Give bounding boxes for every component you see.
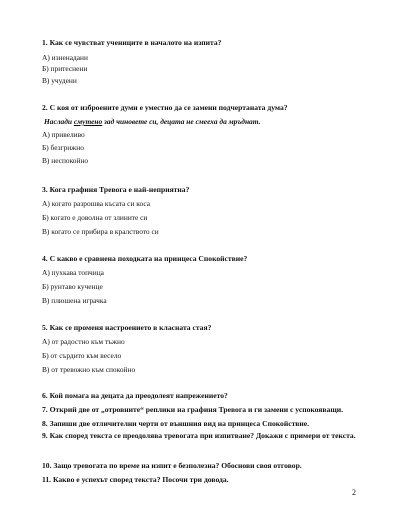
question-3-option-b: Б) когато е доволна от злините си: [42, 213, 148, 222]
question-7: 7. Открий две от „отровните“ реплики на графиня Тревога и ги замени с успокояващи.: [42, 405, 344, 414]
question-4: 4. С какво е сравнена походката на принцеса Спокойствие?: [42, 254, 248, 263]
question-5-option-b: Б) от сърдито към весело: [42, 351, 122, 360]
question-4-option-c: В) плюшена играчка: [42, 296, 107, 305]
question-2-option-a: А) привеливо: [42, 130, 85, 139]
question-4-option-b: Б) рунтаво кученце: [42, 282, 103, 291]
question-11: 11. Какво е успехът според текста? Посочи три довода.: [42, 475, 229, 484]
question-9: 9. Как според текста се преодолява тревогата при изпитване? Докажи с примери от текста.: [42, 431, 356, 440]
question-4-option-a: А) пухкава топчица: [42, 268, 104, 277]
page-number: 2: [352, 488, 356, 497]
question-1-option-a: А) изненадани: [42, 53, 88, 62]
question-3: 3. Кога графиня Тревога е най-неприятна?: [42, 185, 190, 194]
question-3-option-a: А) когато разрошва късата си коса: [42, 199, 150, 208]
question-1: 1. Как се чувстват учениците в началото на изпита?: [42, 38, 222, 47]
question-5-option-a: А) от радостно към тъжно: [42, 337, 125, 346]
question-10: 10. Защо тревогата по време на изпит е безполезна? Обоснови своя отговор.: [42, 461, 302, 470]
question-2: 2. С коя от изброените думи е уместно да се замени подчертаната дума?: [42, 103, 288, 112]
question-1-option-c: В) учудени: [42, 76, 77, 85]
question-5: 5. Как се променя настроението в класната стая?: [42, 323, 212, 332]
question-2-option-c: В) неспокойно: [42, 156, 89, 165]
underlined-word: смутено: [73, 117, 103, 126]
sentence-after: зад чиновете си, децата не смееха да мръднат.: [102, 117, 261, 126]
question-8: 8. Запиши две отличителни черти от външния вид на принцеса Спокойствие.: [42, 419, 310, 428]
sentence-before: Наслади: [44, 117, 74, 126]
question-2-sentence: [44, 117, 260, 126]
question-6: 6. Кой помага на децата да преодолеят напрежението?: [42, 391, 228, 400]
question-1-option-b: Б) притеснени: [42, 64, 88, 73]
question-3-option-c: В) когато се прибира в кралството си: [42, 227, 159, 236]
question-5-option-c: В) от тревожно към спокойно: [42, 365, 136, 374]
question-2-option-b: Б) безгрижно: [42, 143, 84, 152]
